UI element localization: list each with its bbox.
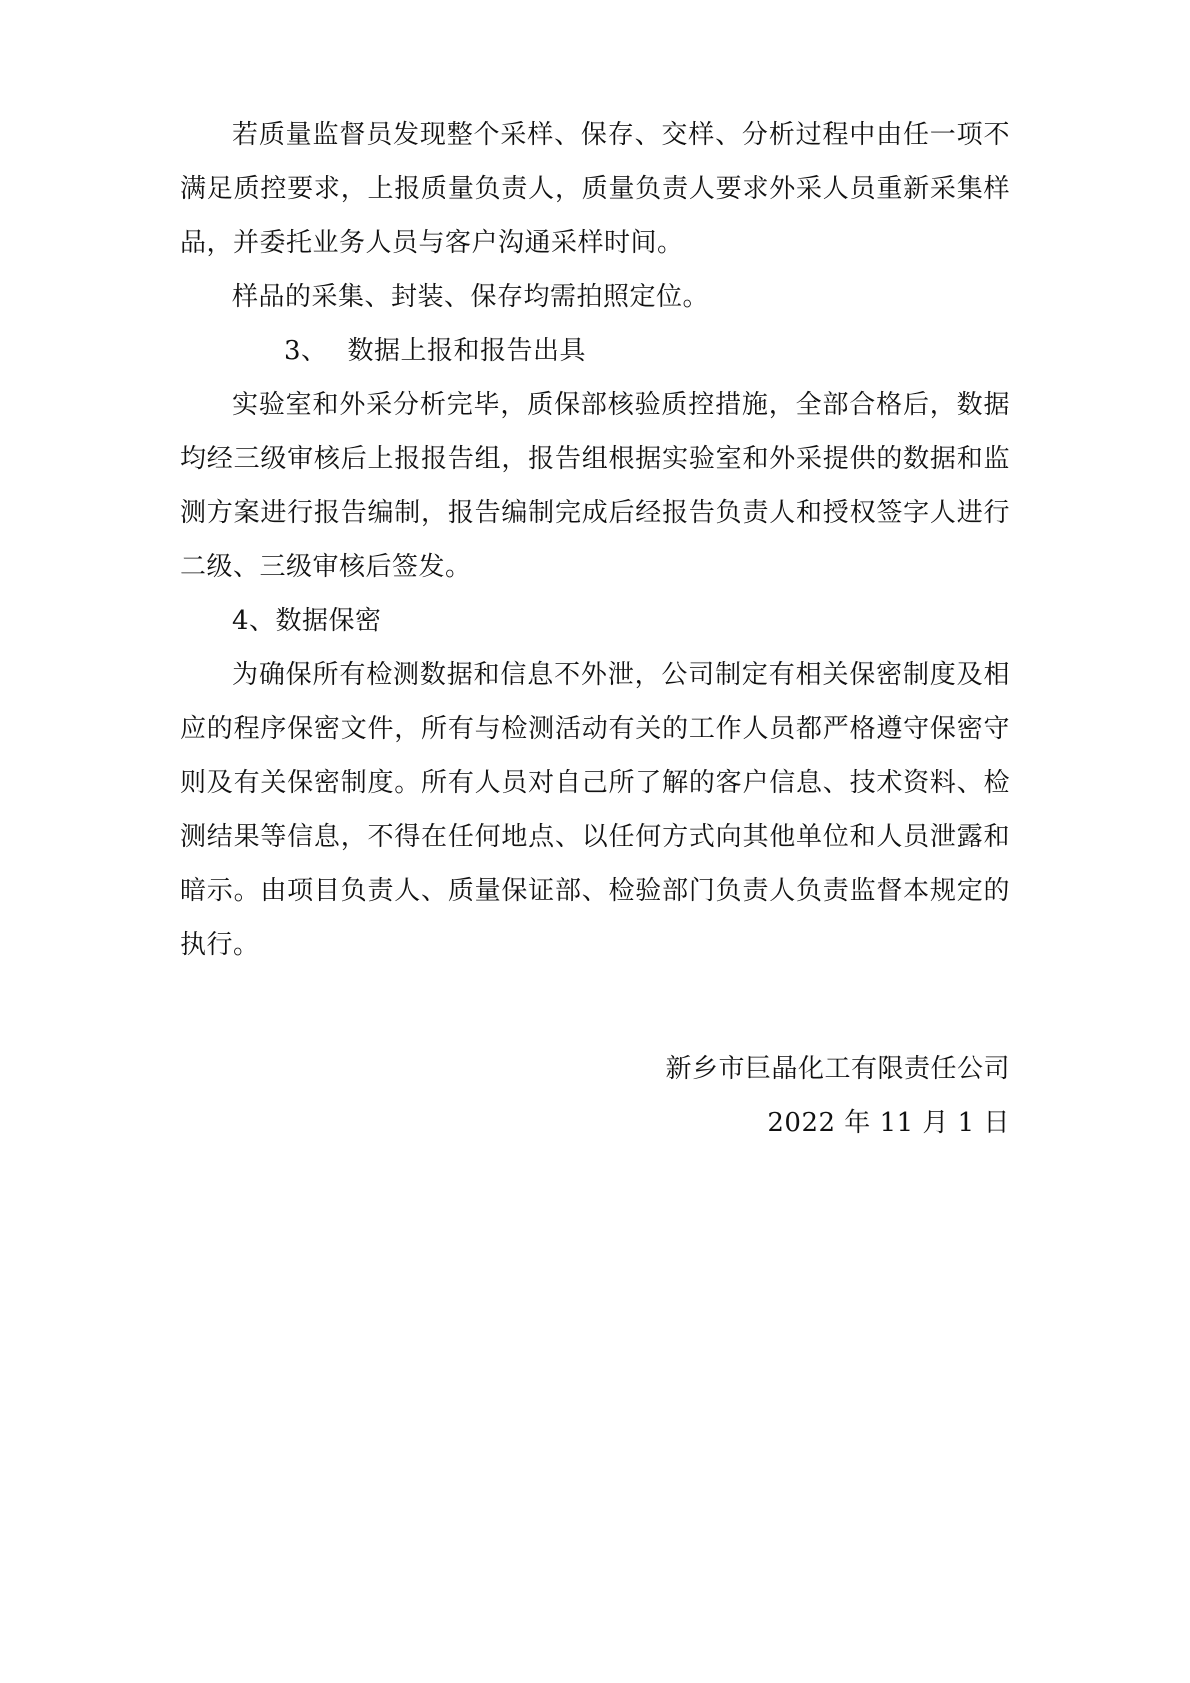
- section-heading-data-confidentiality: 4、数据保密: [232, 606, 382, 636]
- document-body: [180, 108, 1010, 972]
- paragraph-sample-photo: 样品的采集、封装、保存均需拍照定位。: [232, 282, 710, 312]
- paragraph-data-reporting: 实验室和外采分析完毕，质保部核验质控措施，全部合格后，数据均经三级审核后上报报告组，报告组根据实验室和外采提供的数据和监测方案进行报告编制，报告编制完成后经报告负责人和授权签字人进行二级、三级审核后签发。: [180, 390, 1010, 582]
- signature-date: 2022 年 11 月 1 日: [767, 1108, 1010, 1138]
- paragraph-quality-control: 若质量监督员发现整个采样、保存、交样、分析过程中由任一项不满足质控要求，上报质量负责人，质量负责人要求外采人员重新采集样品，并委托业务人员与客户沟通采样时间。: [180, 120, 1010, 258]
- section-title: 数据上报和报告出具: [347, 336, 587, 366]
- section-number: 3、: [284, 336, 328, 366]
- signature-company: 新乡市巨晶化工有限责任公司: [665, 1054, 1010, 1084]
- paragraph-data-confidentiality: 为确保所有检测数据和信息不外泄，公司制定有相关保密制度及相应的程序保密文件，所有与检测活动有关的工作人员都严格遵守保密守则及有关保密制度。所有人员对自己所了解的客户信息、技术资料、检测结果等信息，不得在任何地点、以任何方式向其他单位和人员泄露和暗示。由项目负责人、质量保证部、检验部门负责人负责监督本规定的执行。: [180, 660, 1010, 960]
- section-heading-data-reporting: [180, 324, 1010, 378]
